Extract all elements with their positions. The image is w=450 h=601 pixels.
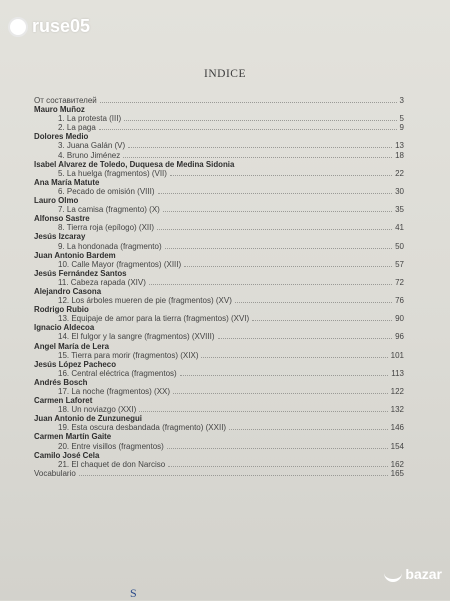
- page-number: 5: [399, 114, 404, 124]
- toc-author-row: [34, 323, 404, 332]
- entry-title: 6. Pecado de omisión (VIII): [58, 186, 155, 196]
- toc-entry-row: [34, 223, 404, 232]
- dot-leader: [128, 147, 392, 148]
- entry-title: 7. La camisa (fragmento) (X): [58, 205, 160, 215]
- toc-author-row: [34, 214, 404, 223]
- toc-entry-row: [34, 469, 404, 478]
- dot-leader: [201, 357, 388, 358]
- dot-leader: [100, 102, 397, 103]
- dot-leader: [168, 466, 388, 467]
- page-number: 72: [395, 277, 404, 287]
- bazar-logo-text: bazar: [405, 566, 442, 582]
- toc-author-row: [34, 269, 404, 278]
- author-name: Juan Antonio de Zunzunegui: [34, 414, 142, 424]
- entry-title: 20. Entre visillos (fragmentos): [58, 441, 164, 451]
- page-number: 113: [391, 368, 404, 378]
- author-name: Carmen Martín Gaite: [34, 432, 112, 442]
- toc-entry-row: [34, 169, 404, 178]
- dot-leader: [149, 284, 392, 285]
- dot-leader: [158, 193, 392, 194]
- page-number: 122: [390, 387, 404, 396]
- page-number: 13: [395, 141, 404, 151]
- page-number: 76: [395, 296, 404, 306]
- entry-title: 14. El fulgor y la sangre (fragmentos) (XVIII): [58, 332, 215, 342]
- toc-author-row: [34, 160, 404, 169]
- toc-author-row: [34, 132, 404, 141]
- toc-author-row: [34, 342, 404, 351]
- entry-title: 19. Esta oscura desbandada (fragmento) (XXII): [58, 423, 227, 433]
- entry-title: 10. Calle Mayor (fragmentos) (XIII): [58, 259, 182, 269]
- page-number: 35: [395, 205, 404, 215]
- entry-title: 11. Cabeza rapada (XIV): [58, 277, 146, 287]
- toc-author-row: [34, 378, 404, 387]
- toc-entry-row: [34, 296, 404, 305]
- author-name: Mauro Muñoz: [34, 105, 85, 115]
- page-number: 146: [390, 423, 404, 433]
- toc-author-row: [34, 396, 404, 405]
- toc-entry-row: [34, 260, 404, 269]
- toc-entry-row: [34, 151, 404, 160]
- entry-title: 9. La hondonada (fragmento): [58, 241, 162, 251]
- bottom-text-fragment: S: [130, 586, 137, 600]
- entry-title: 16. Central eléctrica (fragmentos): [58, 368, 177, 378]
- page-number: 41: [395, 223, 404, 233]
- toc-entry-row: [34, 205, 404, 214]
- entry-title: Vocabulario: [34, 468, 76, 478]
- author-name: Alejandro Casona: [34, 286, 102, 296]
- page-title: INDICE: [204, 68, 246, 80]
- toc-author-row: [34, 196, 404, 205]
- dot-leader: [252, 320, 392, 321]
- page-number: 132: [390, 405, 404, 415]
- toc-entry-row: [34, 314, 404, 323]
- dot-leader: [184, 266, 392, 267]
- dot-leader: [173, 393, 388, 394]
- entry-title: 8. Tierra roja (epílogo) (XII): [58, 223, 155, 233]
- toc-author-row: [34, 178, 404, 187]
- page-number: 165: [390, 468, 404, 478]
- author-name: Dolores Medio: [34, 132, 89, 142]
- dot-leader: [170, 175, 392, 176]
- toc-author-row: [34, 360, 404, 369]
- author-name: Jesús López Pacheco: [34, 359, 117, 369]
- author-name: Andrés Bosch: [34, 377, 88, 387]
- entry-title: 3. Juana Galán (V): [58, 141, 126, 151]
- entry-title: 13. Equipaje de amor para la tierra (fragmentos) (XVI): [58, 314, 250, 324]
- page-number: 162: [390, 459, 404, 469]
- toc-author-row: [34, 414, 404, 423]
- bazar-logo: [384, 566, 442, 582]
- toc-entry-row: [34, 114, 404, 123]
- toc-entry-row: [34, 387, 404, 396]
- entry-title: 15. Tierra para morir (fragmentos) (XIX): [58, 350, 199, 360]
- author-name: Isabel Alvarez de Toledo, Duquesa de Medina Sidonia: [34, 159, 235, 169]
- toc-entry-row: [34, 141, 404, 150]
- page-number: 18: [395, 150, 404, 160]
- toc-author-row: [34, 105, 404, 114]
- page-number: 90: [395, 314, 404, 324]
- page-number: 101: [390, 350, 404, 360]
- author-name: Alfonso Sastre: [34, 214, 90, 224]
- dot-leader: [139, 411, 388, 412]
- author-name: Ignacio Aldecoa: [34, 323, 95, 333]
- table-of-contents: [34, 96, 404, 478]
- author-name: Camilo José Cela: [34, 450, 100, 460]
- page-number: 22: [395, 168, 404, 178]
- author-name: Rodrigo Rubio: [34, 305, 89, 315]
- toc-author-row: [34, 432, 404, 441]
- entry-title: 2. La paga: [58, 123, 96, 133]
- entry-title: 18. Un noviazgo (XXI): [58, 405, 137, 415]
- author-name: Lauro Olmo: [34, 196, 79, 206]
- toc-entry-row: [34, 278, 404, 287]
- entry-title: 5. La huelga (fragmentos) (VII): [58, 168, 167, 178]
- toc-entry-row: [34, 123, 404, 132]
- toc-entry-row: [34, 369, 404, 378]
- ruse05-watermark: [8, 16, 90, 37]
- author-name: Jesús Fernández Santos: [34, 268, 127, 278]
- toc-author-row: [34, 287, 404, 296]
- author-name: Carmen Laforet: [34, 396, 93, 406]
- page-number: 30: [395, 186, 404, 196]
- toc-author-row: [34, 451, 404, 460]
- author-name: Jesús Izcaray: [34, 232, 86, 242]
- entry-title: 21. El chaquet de don Narciso: [58, 459, 166, 469]
- dot-leader: [167, 448, 388, 449]
- toc-entry-row: [34, 460, 404, 469]
- author-name: Juan Antonio Bardem: [34, 250, 116, 260]
- dot-leader: [218, 338, 392, 339]
- toc-author-row: [34, 232, 404, 241]
- toc-entry-row: [34, 96, 404, 105]
- entry-title: 4. Bruno Jiménez: [58, 150, 121, 160]
- dot-leader: [163, 211, 392, 212]
- author-name: Ana María Matute: [34, 177, 100, 187]
- dot-leader: [123, 157, 392, 158]
- toc-author-row: [34, 305, 404, 314]
- dot-leader: [165, 248, 392, 249]
- dot-leader: [235, 302, 392, 303]
- entry-title: 17. La noche (fragmentos) (XX): [58, 387, 171, 396]
- bazar-swoosh-icon: [384, 567, 402, 582]
- page-number: 3: [399, 96, 404, 105]
- toc-author-row: [34, 251, 404, 260]
- toc-entry-row: [34, 242, 404, 251]
- page-number: 96: [395, 332, 404, 342]
- page-number: 50: [395, 241, 404, 251]
- toc-entry-row: [34, 442, 404, 451]
- toc-entry-row: [34, 332, 404, 341]
- dot-leader: [99, 129, 397, 130]
- toc-entry-row: [34, 423, 404, 432]
- toc-entry-row: [34, 187, 404, 196]
- entry-title: От составителей: [34, 96, 97, 105]
- author-name: Angel María de Lera: [34, 341, 109, 351]
- page-number: 57: [395, 259, 404, 269]
- dot-leader: [124, 120, 397, 121]
- watermark-text: ruse05: [32, 16, 91, 36]
- dot-leader: [180, 375, 388, 376]
- watermark-logo-icon: [8, 17, 28, 37]
- toc-entry-row: [34, 405, 404, 414]
- dot-leader: [157, 229, 392, 230]
- entry-title: 12. Los árboles mueren de pie (fragmentos) (XV): [58, 296, 232, 306]
- entry-title: 1. La protesta (III): [58, 114, 122, 124]
- toc-entry-row: [34, 351, 404, 360]
- page-number: 9: [399, 123, 404, 133]
- page-number: 154: [390, 441, 404, 451]
- dot-leader: [229, 429, 388, 430]
- dot-leader: [79, 475, 388, 476]
